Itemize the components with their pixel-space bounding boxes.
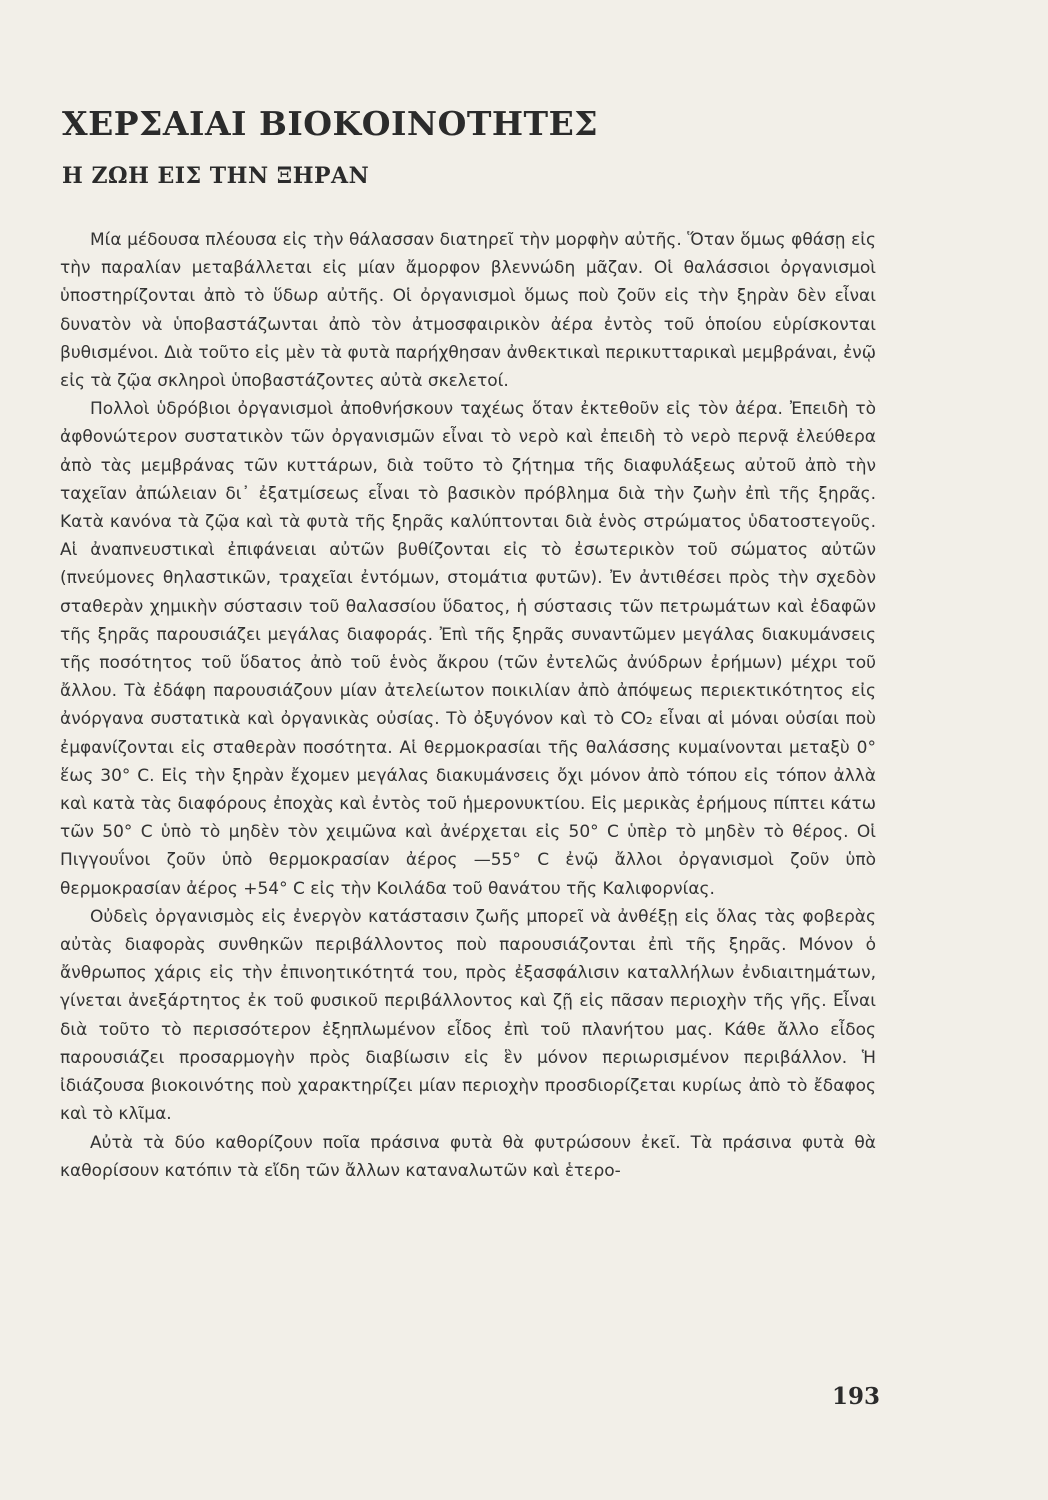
section-subtitle: Η ΖΩΗ ΕΙΣ ΤΗΝ ΞΗΡΑΝ (62, 163, 370, 189)
page-number: 193 (832, 1383, 881, 1410)
body-text (60, 226, 876, 1185)
paragraph-2: Πολλοὶ ὑδρόβιοι ὀργανισμοὶ ἀποθνήσκουν ταχέως ὅταν ἐκτεθοῦν εἰς τὸν ἀέρα. Ἐπειδὴ τὸ ἀφθονώτερον συστατικὸν τῶν ὀργανισμῶν εἶναι τὸ νερὸ καὶ ἐπειδὴ τὸ νερὸ περνᾷ ἐλεύθερα ἀπὸ τὰς μεμβράνας τῶν κυττάρων, διὰ τοῦτο τὸ ζήτημα τῆς διαφυλάξεως αὐτοῦ ἀπὸ τὴν ταχεῖαν ἀπώλειαν δι᾽ ἐξατμίσεως εἶναι τὸ βασικὸν πρόβλημα διὰ τὴν ζωὴν ἐπὶ τῆς ξηρᾶς. Κατὰ κανόνα τὰ ζῷα καὶ τὰ φυτὰ τῆς ξηρᾶς καλύπτονται διὰ ἑνὸς στρώματος ὑδατοστεγοῦς. Αἱ ἀναπνευστικαὶ ἐπιφάνειαι αὐτῶν βυθίζονται εἰς τὸ ἐσωτερικὸν τοῦ σώματος αὐτῶν (πνεύμονες θηλαστικῶν, τραχεῖαι ἐντόμων, στομάτια φυτῶν). Ἐν ἀντιθέσει πρὸς τὴν σχεδὸν σταθερὰν χημικὴν σύστασιν τοῦ θαλασσίου ὕδατος, ἡ σύστασις τῶν πετρωμάτων καὶ ἐδαφῶν τῆς ξηρᾶς παρουσιάζει μεγάλας διαφοράς. Ἐπὶ τῆς ξηρᾶς συναντῶμεν μεγάλας διακυμάνσεις τῆς ποσότητος τοῦ ὕδατος ἀπὸ τοῦ ἑνὸς ἄκρου (τῶν ἐντελῶς ἀνύδρων ἐρήμων) μέχρι τοῦ ἄλλου. Τὰ ἐδάφη παρουσιάζουν μίαν ἀτελείωτον ποικιλίαν ἀπὸ ἀπόψεως περιεκτικότητος εἰς ἀνόργανα συστατικὰ καὶ ὀργανικὰς οὐσίας. Τὸ ὀξυγόνον καὶ τὸ CO₂ εἶναι αἱ μόναι οὐσίαι ποὺ ἐμφανίζονται εἰς σταθερὰν ποσότητα. Αἱ θερμοκρασίαι τῆς θαλάσσης κυμαίνονται μεταξὺ 0° ἕως 30° C. Εἰς τὴν ξηρὰν ἔχομεν μεγάλας διακυμάνσεις ὄχι μόνον ἀπὸ τόπου εἰς τόπον ἀλλὰ καὶ κατὰ τὰς διαφόρους ἐποχὰς καὶ ἐντὸς τοῦ ἡμερονυκτίου. Εἰς μερικὰς ἐρήμους πίπτει κάτω τῶν 50° C ὑπὸ τὸ μηδὲν τὸν χειμῶνα καὶ ἀνέρχεται εἰς 50° C ὑπὲρ τὸ μηδὲν τὸ θέρος. Οἱ Πιγγουΐνοι ζοῦν ὑπὸ θερμοκρασίαν ἀέρος —55° C ἐνῷ ἄλλοι ὀργανισμοὶ ζοῦν ὑπὸ θερμοκρασίαν ἀέρος +54° C εἰς τὴν Κοιλάδα τοῦ θανάτου τῆς Καλιφορνίας. (60, 399, 876, 899)
page-title: ΧΕΡΣΑΙΑΙ ΒΙΟΚΟΙΝΟΤΗΤΕΣ (62, 104, 599, 143)
paragraph-3: Οὐδεὶς ὀργανισμὸς εἰς ἐνεργὸν κατάστασιν ζωῆς μπορεῖ νὰ ἀνθέξῃ εἰς ὅλας τὰς φοβερὰς αὐτὰς διαφορὰς συνθηκῶν περιβάλλοντος ποὺ παρουσιάζονται ἐπὶ τῆς ξηρᾶς. Μόνον ὁ ἄνθρωπος χάρις εἰς τὴν ἐπινοητικότητά του, πρὸς ἐξασφάλισιν καταλλήλων ἐνδιαιτημάτων, γίνεται ἀνεξάρτητος ἐκ τοῦ φυσικοῦ περιβάλλοντος καὶ ζῇ εἰς πᾶσαν περιοχὴν τῆς γῆς. Εἶναι διὰ τοῦτο τὸ περισσότερον ἐξηπλωμένον εἶδος ἐπὶ τοῦ πλανήτου μας. Κάθε ἄλλο εἶδος παρουσιάζει προσαρμογὴν πρὸς διαβίωσιν εἰς ἓν μόνον περιωρισμένον περιβάλλον. Ἡ ἰδιάζουσα βιοκοινότης ποὺ χαρακτηρίζει μίαν περιοχὴν προσδιορίζεται κυρίως ἀπὸ τὸ ἔδαφος καὶ τὸ κλῖμα. (60, 906, 876, 1125)
paragraph-1: Μία μέδουσα πλέουσα εἰς τὴν θάλασσαν διατηρεῖ τὴν μορφὴν αὐτῆς. Ὅταν ὅμως φθάσῃ εἰς τὴν παραλίαν μεταβάλλεται εἰς μίαν ἄμορφον βλεννώδη μᾶζαν. Οἱ θαλάσσιοι ὀργανισμοὶ ὑποστηρίζονται ἀπὸ τὸ ὕδωρ αὐτῆς. Οἱ ὀργανισμοὶ ὅμως ποὺ ζοῦν εἰς τὴν ξηρὰν δὲν εἶναι δυνατὸν νὰ ὑποβαστάζωνται ἀπὸ τὸν ἀτμοσφαιρικὸν ἀέρα ἐντὸς τοῦ ὁποίου εὑρίσκονται βυθισμένοι. Διὰ τοῦτο εἰς μὲν τὰ φυτὰ παρήχθησαν ἀνθεκτικαὶ περικυτταρικαὶ μεμβράναι, ἐνῷ εἰς τὰ ζῷα σκληροὶ ὑποβαστάζοντες αὐτὰ σκελετοί. (60, 230, 876, 392)
paragraph-4: Αὐτὰ τὰ δύο καθορίζουν ποῖα πράσινα φυτὰ θὰ φυτρώσουν ἐκεῖ. Τὰ πράσινα φυτὰ θὰ καθορίσουν κατόπιν τὰ εἴδη τῶν ἄλλων καταναλωτῶν καὶ ἑτερο- (60, 1132, 876, 1181)
